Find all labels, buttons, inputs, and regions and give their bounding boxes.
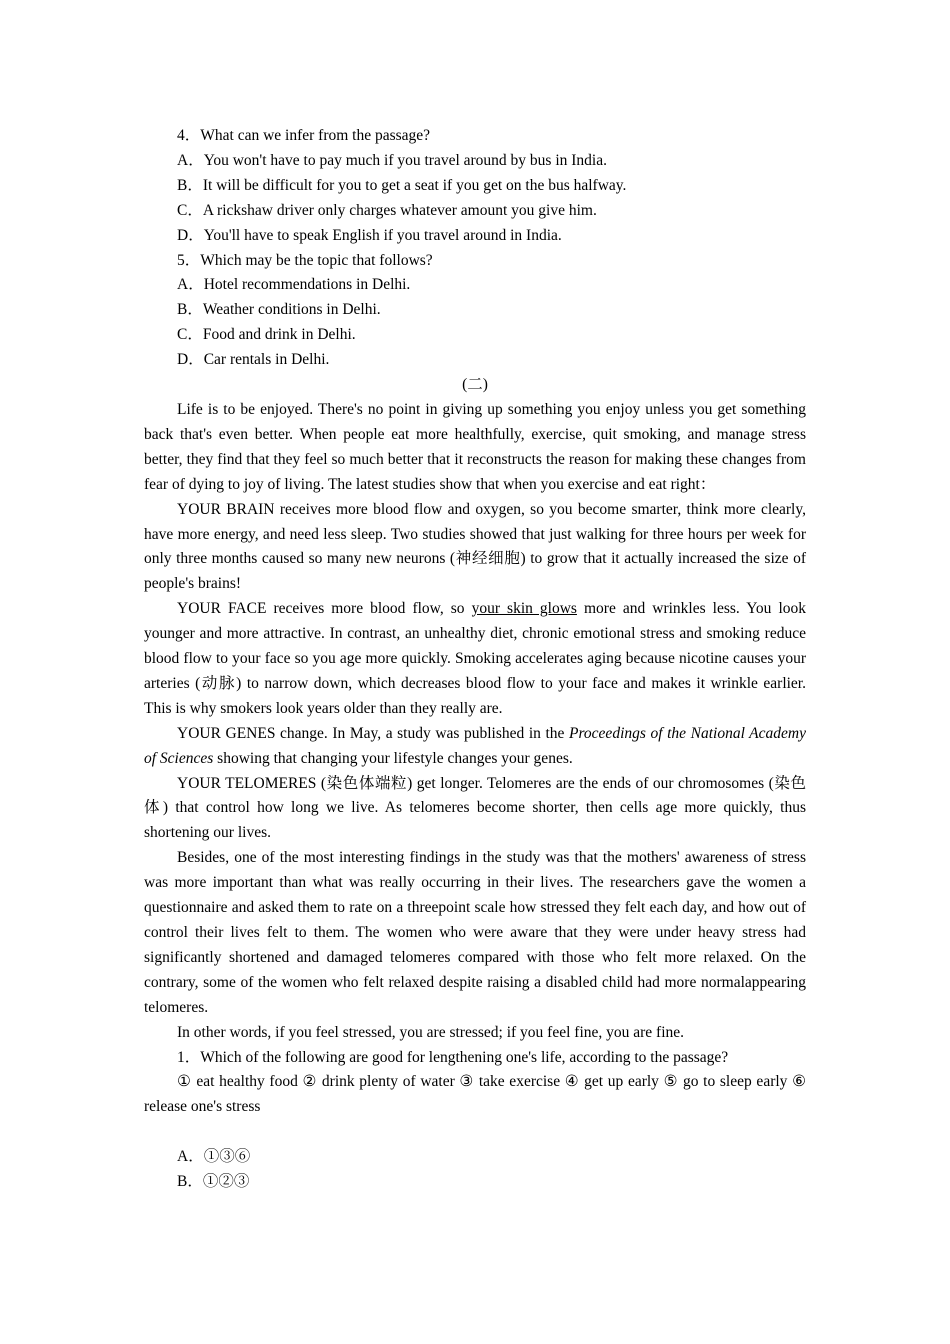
underlined-phrase: your skin glows xyxy=(471,600,577,618)
question-5-option-b: B．Weather conditions in Delhi. xyxy=(177,301,381,319)
paragraph-4-end: showing that changing your lifestyle changes your genes. xyxy=(213,749,573,767)
passage-paragraph-7: In other words, if you feel stressed, you are stressed; if you feel fine, you are fine. xyxy=(177,1023,685,1041)
question-4-option-b: B．It will be difficult for you to get a seat if you get on the bus halfway. xyxy=(177,176,627,194)
question-5-option-a: A．Hotel recommendations in Delhi. xyxy=(177,276,411,294)
question-1-option-a: A．①③⑥ xyxy=(177,1148,251,1166)
question-1-stem: 1．Which of the following are good for lengthening one's life, according to the passage? xyxy=(177,1048,729,1066)
paragraph-3-start: YOUR FACE receives more blood flow, so xyxy=(177,600,472,618)
question-5-option-d: D．Car rentals in Delhi. xyxy=(177,351,330,369)
passage-paragraph-5: YOUR TELOMERES (染色体端粒) get longer. Telomeres are the ends of our chromosomes (染色体) that control how long we live. As telomeres become shorter, then cells age more quickly, thus shortening our lives. xyxy=(144,774,806,842)
question-5-stem: 5．Which may be the topic that follows? xyxy=(177,251,433,269)
passage-paragraph-3 xyxy=(144,597,806,722)
question-4-option-a: A．You won't have to pay much if you travel around by bus in India. xyxy=(177,151,607,169)
passage-paragraph-1: Life is to be enjoyed. There's no point in giving up something you enjoy unless you get something back that's even better. When people eat more healthfully, exercise, quit smoking, and manage stress better, they find that they feel so much better that it reconstructs the reason for making these changes from fear of dying to joy of living. The latest studies show that when you exercise and eat right： xyxy=(144,400,806,493)
passage-paragraph-6: Besides, one of the most interesting findings in the study was that the mothers' awareness of stress was more important than what was really occurring in their lives. The researchers gave the women a questionnaire and asked them to rate on a threepoint scale how stressed they felt each day, and how out of control their lives felt to them. The women who were aware that they were under heavy stress had significantly shortened and damaged telomeres compared with those who felt more relaxed. On the contrary, some of the women who felt relaxed despite raising a disabled child had more normalappearing telomeres. xyxy=(144,849,806,1016)
journal-title: Proceedings of the National Academy of Sciences xyxy=(144,724,806,767)
passage-paragraph-4 xyxy=(144,722,806,772)
question-1-option-b: B．①②③ xyxy=(177,1173,250,1191)
paragraph-3-end: more and wrinkles less. You look younger and more attractive. In contrast, an unhealthy diet, chronic emotional stress and smoking reduce blood flow to your face so you age more quickly. Smoking accelerates aging because nicotine causes your arteries (动脉) to narrow down, which decreases blood flow to your face and makes it wrinkle earlier. This is why smokers look years older than they really are. xyxy=(144,600,806,717)
question-4-stem: 4．What can we infer from the passage? xyxy=(177,127,431,144)
section-heading: (二) xyxy=(462,376,488,394)
passage-paragraph-2: YOUR BRAIN receives more blood flow and oxygen, so you become smarter, think more clearly, have more energy, and need less sleep. Two studies showed that just walking for three hours per week for only three months caused so many new neurons (神经细胞) to grow that it actually increased the size of people's brains! xyxy=(144,500,806,593)
question-4-option-d: D．You'll have to speak English if you travel around in India. xyxy=(177,226,562,244)
question-5-option-c: C．Food and drink in Delhi. xyxy=(177,326,356,344)
question-4-option-c: C．A rickshaw driver only charges whatever amount you give him. xyxy=(177,201,597,219)
question-1-choices: ① eat healthy food ② drink plenty of water ③ take exercise ④ get up early ⑤ go to sleep early ⑥ release one's stress xyxy=(144,1073,806,1116)
document-page xyxy=(144,124,806,1195)
blank-line xyxy=(144,1120,806,1145)
paragraph-4-start: YOUR GENES change. In May, a study was published in the xyxy=(177,724,569,742)
